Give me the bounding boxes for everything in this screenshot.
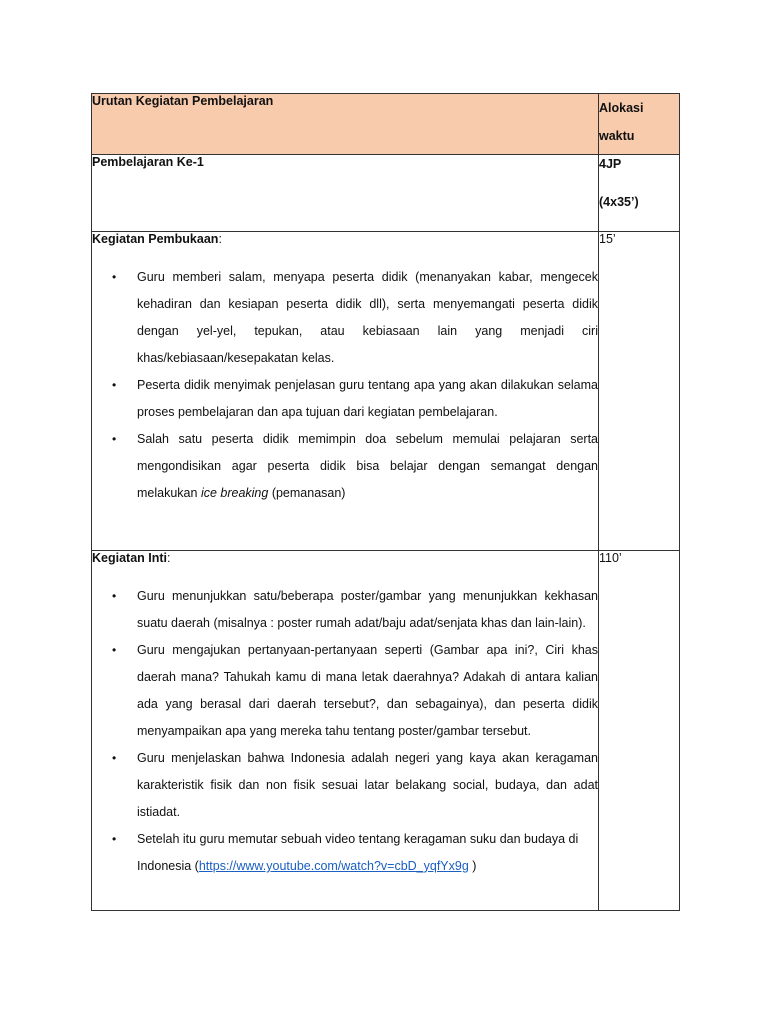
core-time-cell <box>599 551 680 911</box>
meeting-hours: 4JP <box>599 157 622 171</box>
header-activity-label: Urutan Kegiatan Pembelajaran <box>92 94 274 108</box>
ice-breaking-tail: (pemanasan) <box>268 486 346 500</box>
core-colon: : <box>167 551 171 565</box>
meeting-title: Pembelajaran Ke-1 <box>92 155 204 169</box>
list-item-text: Salah satu peserta didik memimpin doa sebelum memulai pelajaran serta mengondisikan agar peserta didik bisa belajar dengan semangat dengan melakukan <box>137 432 598 500</box>
bullet-icon: • <box>112 270 117 284</box>
list-item <box>92 826 598 880</box>
bullet-icon: • <box>112 589 117 603</box>
opening-time-cell <box>599 232 680 551</box>
list-item <box>92 637 598 745</box>
bullet-icon: • <box>112 378 117 392</box>
core-activities-cell <box>92 551 599 911</box>
list-item <box>92 745 598 826</box>
list-item-text: Guru mengajukan pertanyaan-pertanyaan seperti (Gambar apa ini?, Ciri khas daerah mana? Tahukah kamu di mana letak daerahnya? Adakah di antara kalian ada yang berasal dari daerah tersebut?, dan sebagainya), dan peserta didik menyampaikan apa yang mereka tahu tentang poster/gambar tersebut. <box>137 643 598 738</box>
core-heading: Kegiatan Inti <box>92 551 168 565</box>
video-item-prefix: Setelah itu guru memutar sebuah video tentang keragaman suku dan budaya di Indonesia ( <box>137 832 579 873</box>
list-item <box>92 426 598 507</box>
opening-heading-line <box>92 232 598 246</box>
meeting-hours-detail: (4x35’) <box>599 195 639 209</box>
list-item <box>92 372 598 426</box>
opening-row <box>92 232 680 551</box>
ice-breaking-term: ice breaking <box>200 486 269 500</box>
core-heading-line <box>92 551 598 565</box>
opening-activities-cell <box>92 232 599 551</box>
lesson-plan-table <box>91 93 680 911</box>
list-item-text: Guru menunjukkan satu/beberapa poster/gambar yang menunjukkan kekhasan suatu daerah (misalnya : poster rumah adat/baju adat/senjata khas dan lain-lain). <box>137 589 598 630</box>
list-item <box>92 264 598 372</box>
opening-list <box>92 264 598 507</box>
bullet-icon: • <box>112 751 117 765</box>
table-header-row <box>92 94 680 155</box>
meeting-hours-cell <box>599 155 680 232</box>
header-time-label-1: Alokasi <box>599 101 644 115</box>
list-item <box>92 583 598 637</box>
youtube-video-link[interactable]: https://www.youtube.com/watch?v=cbD_yqfYx9g <box>198 859 469 873</box>
core-list <box>92 583 598 880</box>
video-item-suffix: ) <box>468 859 477 873</box>
meeting-row <box>92 155 680 232</box>
bullet-icon: • <box>112 643 117 657</box>
list-item-text: Guru memberi salam, menyapa peserta didik (menanyakan kabar, mengecek kehadiran dan kesiapan peserta didik dll), serta menyemangati peserta didik dengan yel-yel, tepukan, atau kebiasaan lain yang menjadi ciri khas/kebiasaan/kesepakatan kelas. <box>137 270 598 365</box>
header-activity-cell <box>92 94 599 155</box>
list-item-text: Peserta didik menyimak penjelasan guru tentang apa yang akan dilakukan selama proses pembelajaran dan apa tujuan dari kegiatan pembelajaran. <box>137 378 598 419</box>
core-row <box>92 551 680 911</box>
opening-colon: : <box>218 232 222 246</box>
bullet-icon: • <box>112 432 117 446</box>
meeting-title-cell <box>92 155 599 232</box>
core-time: 110’ <box>599 551 622 565</box>
opening-time: 15’ <box>599 232 616 246</box>
header-time-cell <box>599 94 680 155</box>
header-time-label-2: waktu <box>599 129 635 143</box>
list-item-text: Guru menjelaskan bahwa Indonesia adalah negeri yang kaya akan keragaman karakteristik fisik dan non fisik sesuai latar belakang social, budaya, dan adat istiadat. <box>137 751 598 819</box>
bullet-icon: • <box>112 832 117 846</box>
opening-heading: Kegiatan Pembukaan <box>92 232 219 246</box>
